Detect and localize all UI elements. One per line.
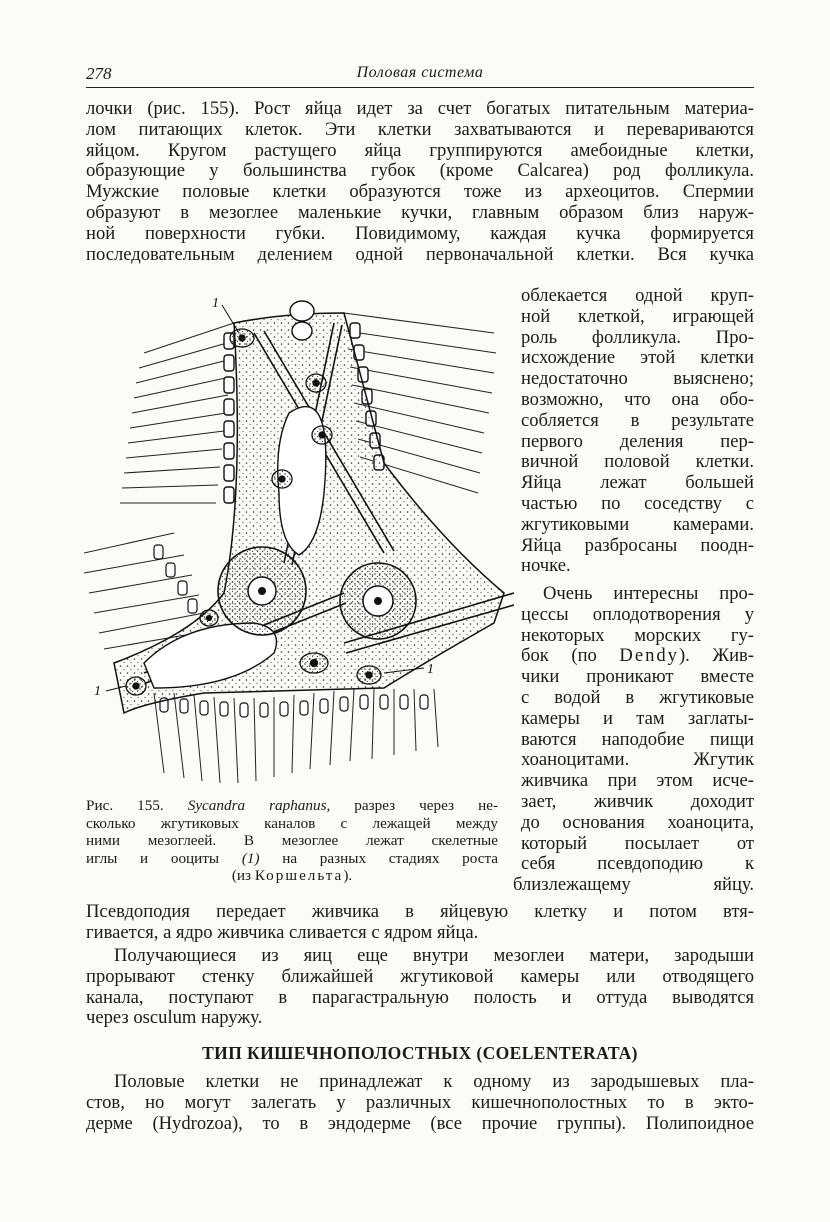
- collar-cells-left: [224, 333, 234, 503]
- text-line: возможно, что она обо-: [521, 389, 754, 410]
- text-line: ной поверхности губки. Повидимому, каждая кучка формируется: [86, 223, 754, 244]
- text-line: собляется в результате: [521, 410, 754, 431]
- text-line: стов, но могут залегать у различных кишечнополостных то в экто-: [86, 1092, 754, 1113]
- text-line: образующие у большинства губок (кроме Calcarea) род фолликула.: [86, 161, 754, 182]
- figure-155-illustration: [84, 293, 514, 787]
- text-line: Мужские половые клетки образуются тоже из археоцитов. Спермии: [86, 182, 754, 203]
- text-line: чики проникают вместе: [521, 667, 754, 688]
- text-line: частью по соседству с: [521, 493, 754, 514]
- collar-cells-lower-left: [154, 545, 197, 613]
- text-line: ваются наподобие пищи: [521, 729, 754, 750]
- text-line: Половые клетки не принадлежат к одному из зародышевых пла-: [114, 1072, 754, 1092]
- text-line: ночке.: [521, 556, 571, 577]
- caption-line: сколько жгутиковых каналов с лежащей между: [86, 814, 498, 832]
- text-line: Псевдоподия передает живчика в яйцевую клетку и потом втя-: [86, 902, 754, 922]
- caption-author: Коршельта: [254, 867, 344, 885]
- choanocyte-fringe-upper-left: [120, 323, 234, 503]
- text-fragment: бок (по: [521, 646, 597, 667]
- page-number: 278: [86, 64, 112, 83]
- text-fragment: ). Жив-: [678, 646, 754, 667]
- text-line: вичной половой клетки.: [521, 452, 754, 473]
- text-line-with-author: [521, 646, 754, 667]
- sycandra-section-drawing: [84, 293, 514, 787]
- text-line: жгутиковыми камерами.: [521, 514, 754, 535]
- caption-text: ).: [343, 867, 353, 885]
- figure-label-1-top: 1: [212, 296, 219, 311]
- paragraph-embryos: [86, 946, 754, 1029]
- caption-figure-number: Рис. 155.: [86, 797, 164, 814]
- text-line: через osculum наружу.: [86, 1008, 263, 1029]
- caption-line: [86, 797, 498, 815]
- right-column-paragraph: [521, 286, 754, 577]
- text-line: гивается, а ядро живчика сливается с ядром яйца.: [86, 922, 479, 943]
- figure-label-1-left: 1: [94, 684, 101, 699]
- caption-line: [86, 867, 498, 885]
- text-line: живчика при этом исче-: [521, 771, 754, 792]
- paragraph-coelenterata: [86, 1072, 754, 1134]
- caption-line: ними мезоглеей. В мезоглее лежат скелетные: [86, 832, 498, 850]
- caption-species: Sycandra raphanus,: [187, 797, 331, 814]
- text-line: дерме (Hydrozoa), то в эндодерме (все прочие группы). Полипоидное: [86, 1113, 754, 1134]
- right-column-paragraph-2: [513, 584, 754, 896]
- header-rule: [86, 87, 754, 88]
- text-line: с водой в жгутиковые: [521, 687, 754, 708]
- text-line: который посылает от: [521, 833, 754, 854]
- caption-text: (из: [231, 867, 252, 885]
- text-line: Яйца лежат большей: [521, 473, 754, 494]
- text-line: хоаноцитами. Жгутик: [521, 750, 754, 771]
- text-line: себя псевдоподию к: [521, 854, 754, 875]
- text-line: прорывают стенку ближайшей жгутиковой камеры или отводящего: [86, 966, 754, 987]
- caption-text: иглы и ооциты: [86, 849, 220, 867]
- text-line: недостаточно выяснено;: [521, 369, 754, 390]
- text-line: Очень интересны про-: [543, 584, 754, 604]
- text-line: некоторых морских гу-: [521, 625, 754, 646]
- text-line: последовательным делением одной первоначальной клетки. Вся кучка: [86, 244, 754, 265]
- text-line: близлежащему яйцу.: [513, 875, 754, 896]
- caption-text: разрез через не-: [354, 797, 498, 814]
- text-line: лочки (рис. 155). Рост яйца идет за счет богатых питательным материа-: [86, 99, 754, 119]
- text-line: до основания хоаноцита,: [521, 812, 754, 833]
- text-line: камеры и там заглаты-: [521, 708, 754, 729]
- choanocyte-fringe-bottom: [154, 689, 438, 783]
- text-line: образуют в мезоглее маленькие кучки, главным образом близ наруж-: [86, 202, 754, 223]
- text-line: зает, живчик доходит: [521, 791, 754, 812]
- text-line: облекается одной круп-: [521, 286, 754, 306]
- text-line: первого деления пер-: [521, 431, 754, 452]
- caption-line: [86, 850, 498, 868]
- text-line: яйцом. Кругом растущего яйца группируются амебоидные клетки,: [86, 140, 754, 161]
- text-line: цессы оплодотворения у: [521, 604, 754, 625]
- section-heading: ТИП КИШЕЧНОПОЛОСТНЫХ (COELENTERATA): [202, 1043, 638, 1063]
- caption-label-ref: (1): [241, 849, 260, 867]
- text-line: канала, поступают в парагастральную полость и оттуда выводятся: [86, 987, 754, 1008]
- text-line: исхождение этой клетки: [521, 348, 754, 369]
- text-line: ной клеткой, играющей: [521, 306, 754, 327]
- text-line: лом питающих клеток. Эти клетки захватываются и перевариваются: [86, 119, 754, 140]
- page-header: [86, 60, 754, 86]
- oocyte-large-left: [218, 547, 306, 635]
- author-name: Dendy: [619, 646, 679, 667]
- figure-caption: [86, 797, 498, 885]
- running-title: Половая система: [356, 64, 484, 81]
- text-line: роль фолликула. Про-: [521, 327, 754, 348]
- text-line: Яйца разбросаны поодн-: [521, 535, 754, 556]
- continuation-paragraph: [86, 902, 754, 944]
- caption-text: на разных стадиях роста: [282, 849, 498, 867]
- figure-label-1-right: 1: [427, 662, 434, 677]
- text-line: Получающиеся из яиц еще внутри мезоглеи матери, зародыши: [114, 946, 754, 966]
- top-paragraph: [86, 99, 754, 265]
- oocyte-large-right: [340, 563, 416, 639]
